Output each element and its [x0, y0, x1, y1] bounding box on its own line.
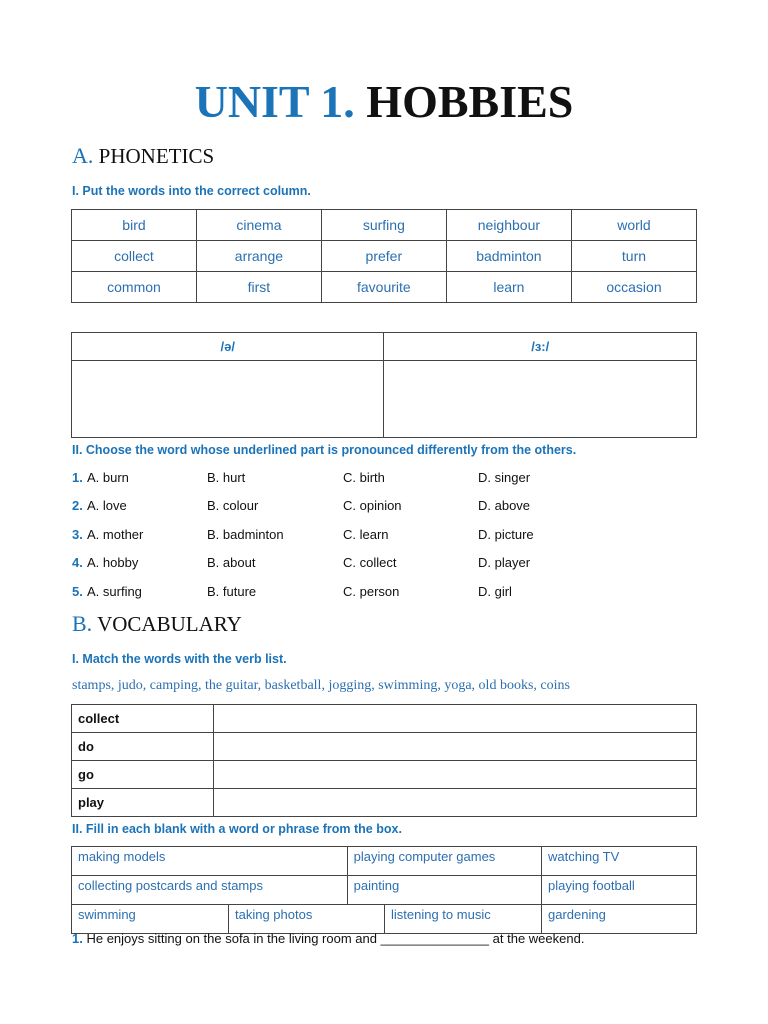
question-number: 3. [72, 527, 83, 542]
word-cell: world [571, 210, 696, 241]
question-row [72, 553, 692, 573]
table-row [72, 333, 697, 361]
word-cell: badminton [446, 241, 571, 272]
option-b[interactable]: B. hurt [207, 470, 246, 485]
answer-cell[interactable] [214, 789, 697, 817]
question-number: 1. [72, 470, 83, 485]
word-cell: surfing [321, 210, 446, 241]
option-c[interactable]: C. birth [343, 470, 385, 485]
instruction-vocab1: I. Match the words with the verb list. [72, 652, 287, 666]
option-d[interactable]: D. picture [478, 527, 534, 542]
option-b[interactable]: B. colour [207, 498, 259, 513]
table-row [72, 847, 697, 876]
option-c[interactable]: C. person [343, 584, 400, 599]
word-cell: favourite [321, 272, 446, 303]
sentence-number: 1. [72, 931, 83, 946]
section-name: VOCABULARY [97, 612, 242, 636]
option-d[interactable]: D. girl [478, 584, 512, 599]
phrase-cell: playing computer games [347, 847, 541, 876]
sentence-text: He enjoys sitting on the sofa in the living room and _______________ at the weekend. [86, 931, 585, 946]
verb-label: do [72, 733, 214, 761]
option-b[interactable]: B. badminton [207, 527, 284, 542]
answer-area[interactable] [384, 361, 697, 438]
question-number: 5. [72, 584, 83, 599]
sound-columns-table [71, 332, 697, 438]
question-row [72, 582, 692, 602]
table-row [72, 241, 697, 272]
instruction-ex2: II. Choose the word whose underlined part is pronounced differently from the others. [72, 443, 577, 457]
sentence-1 [72, 930, 584, 948]
phrase-cell: swimming [72, 905, 229, 934]
table-row [72, 210, 697, 241]
option-b[interactable]: B. future [207, 584, 257, 599]
word-cell: arrange [196, 241, 321, 272]
answer-cell[interactable] [214, 705, 697, 733]
phrase-cell: collecting postcards and stamps [72, 876, 348, 905]
verb-label: play [72, 789, 214, 817]
phrase-cell: gardening [542, 905, 697, 934]
option-c[interactable]: C. learn [343, 527, 389, 542]
unit-name: HOBBIES [366, 76, 574, 127]
option-c[interactable]: C. collect [343, 555, 397, 570]
word-list: stamps, judo, camping, the guitar, basketball, jogging, swimming, yoga, old books, coins [72, 678, 570, 693]
phrase-cell: watching TV [542, 847, 697, 876]
phrase-cell: painting [347, 876, 541, 905]
section-a-heading [72, 143, 214, 169]
page-title [0, 74, 768, 130]
option-a[interactable]: A. love [87, 498, 127, 513]
question-row [72, 525, 692, 545]
verb-label: collect [72, 705, 214, 733]
word-cell: collect [72, 241, 197, 272]
option-d[interactable]: D. singer [478, 470, 531, 485]
section-name: PHONETICS [98, 144, 215, 168]
word-cell: bird [72, 210, 197, 241]
word-cell: prefer [321, 241, 446, 272]
word-cell: turn [571, 241, 696, 272]
option-d[interactable]: D. player [478, 555, 531, 570]
verb-label: go [72, 761, 214, 789]
word-cell: cinema [196, 210, 321, 241]
question-number: 2. [72, 498, 83, 513]
word-cell: neighbour [446, 210, 571, 241]
table-row [72, 272, 697, 303]
table-row [72, 876, 697, 905]
instruction-ex1: I. Put the words into the correct column. [72, 184, 311, 198]
phrase-box [71, 846, 697, 934]
table-row [72, 705, 697, 733]
word-table [71, 209, 697, 303]
answer-area[interactable] [72, 361, 384, 438]
option-b[interactable]: B. about [207, 555, 256, 570]
table-row [72, 733, 697, 761]
phrase-cell: taking photos [229, 905, 385, 934]
option-c[interactable]: C. opinion [343, 498, 402, 513]
question-number: 4. [72, 555, 83, 570]
verb-table [71, 704, 697, 817]
section-letter: B. [72, 611, 93, 636]
column-header: /ə/ [72, 333, 384, 361]
unit-number: UNIT 1. [194, 76, 355, 127]
option-a[interactable]: A. surfing [87, 584, 142, 599]
option-a[interactable]: A. burn [87, 470, 129, 485]
question-row [72, 496, 692, 516]
question-row [72, 468, 692, 488]
word-cell: first [196, 272, 321, 303]
word-cell: occasion [571, 272, 696, 303]
phrase-cell: listening to music [385, 905, 542, 934]
option-a[interactable]: A. hobby [87, 555, 139, 570]
section-letter: A. [72, 143, 94, 168]
option-d[interactable]: D. above [478, 498, 531, 513]
word-cell: learn [446, 272, 571, 303]
phrase-cell: playing football [542, 876, 697, 905]
section-b-heading [72, 611, 242, 637]
phrase-cell: making models [72, 847, 348, 876]
column-header: /ɜ:/ [384, 333, 697, 361]
answer-cell[interactable] [214, 761, 697, 789]
table-row [72, 761, 697, 789]
table-row [72, 361, 697, 438]
table-row [72, 789, 697, 817]
word-cell: common [72, 272, 197, 303]
option-a[interactable]: A. mother [87, 527, 144, 542]
answer-cell[interactable] [214, 733, 697, 761]
instruction-vocab2: II. Fill in each blank with a word or phrase from the box. [72, 822, 402, 836]
